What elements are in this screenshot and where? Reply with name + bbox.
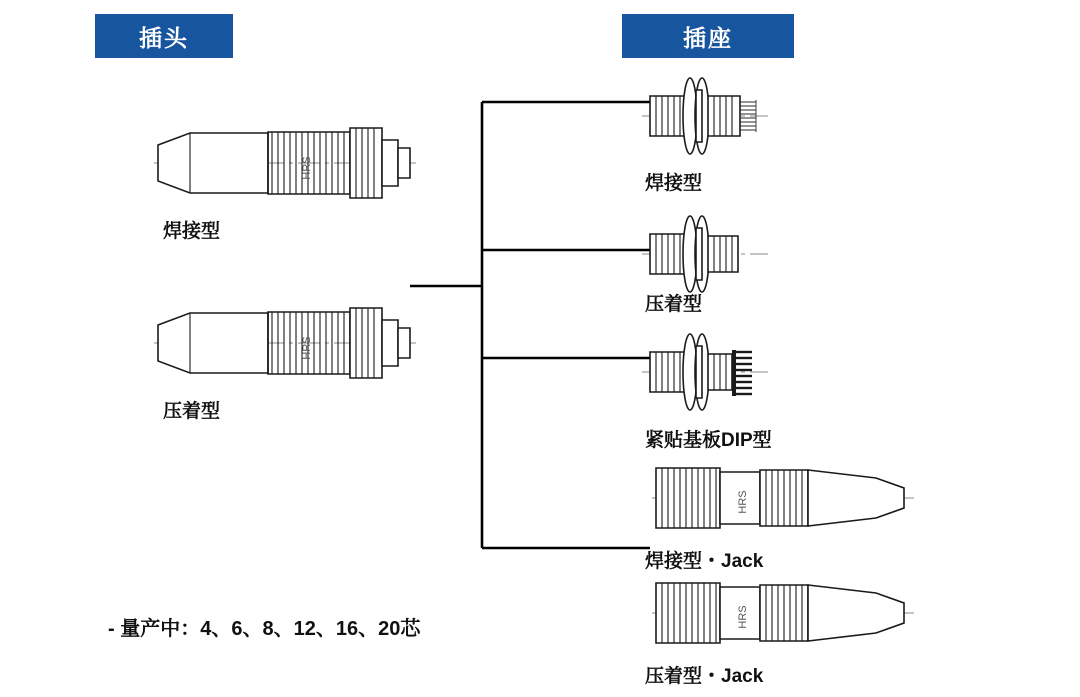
connector-plug-icon bbox=[150, 110, 420, 215]
tree-connector-lines bbox=[410, 90, 660, 570]
connector-socket-icon bbox=[640, 200, 770, 298]
header-socket: 插座 bbox=[622, 14, 794, 58]
svg-text:HRS: HRS bbox=[301, 336, 313, 360]
connector-plug-icon bbox=[150, 290, 420, 395]
connector-socket-dip-icon bbox=[640, 320, 770, 420]
caption-socket-dip: 紧贴基板DIP型 bbox=[645, 430, 772, 451]
caption-plug-solder: 焊接型 bbox=[163, 221, 221, 242]
svg-text:HRS: HRS bbox=[737, 605, 749, 629]
connector-jack-icon bbox=[648, 565, 918, 661]
caption-plug-crimp: 压着型 bbox=[163, 401, 221, 422]
svg-text:HRS: HRS bbox=[301, 156, 313, 180]
header-plug: 插头 bbox=[95, 14, 233, 58]
svg-text:HRS: HRS bbox=[737, 490, 749, 514]
caption-jack-solder: 焊接型・Jack bbox=[645, 551, 764, 572]
production-note: - 量产中：4、6、8、12、16、20芯 bbox=[108, 618, 421, 640]
connector-socket-icon bbox=[640, 62, 770, 160]
caption-socket-solder: 焊接型 bbox=[645, 173, 703, 194]
caption-socket-crimp: 压着型 bbox=[645, 294, 703, 315]
caption-jack-crimp: 压着型・Jack bbox=[645, 666, 764, 687]
connector-jack-icon bbox=[648, 450, 918, 546]
